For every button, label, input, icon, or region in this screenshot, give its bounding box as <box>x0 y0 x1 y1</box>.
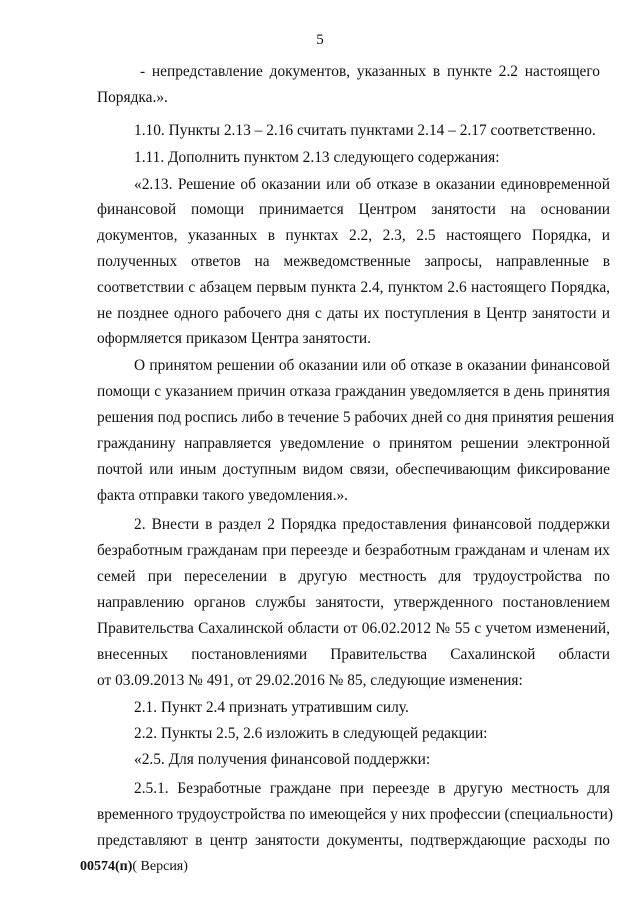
text-line: внесенных постановлениями Правительства Сахалинской области <box>97 646 610 663</box>
text-line: безработным гражданам при переезде и безработным гражданам и членам их <box>97 542 610 559</box>
page-number: 5 <box>316 32 324 48</box>
footer <box>80 859 188 875</box>
text-line: временного трудоустройства по имеющейся у них профессии (специальности) <box>97 806 613 823</box>
text-line: факта отправки такого уведомления.». <box>97 487 349 504</box>
text-line: соответствии с абзацем первым пункта 2.4, пунктом 2.6 настоящего Порядка, <box>97 279 610 296</box>
text-line: семей при переселении в другую местность для трудоустройства по <box>97 568 610 585</box>
text-line: полученных ответов на межведомственные запросы, направленные в <box>97 253 610 270</box>
document-version: ( Версия) <box>132 859 188 874</box>
text-line: от 03.09.2013 № 491, от 29.02.2016 № 85, следующие изменения: <box>97 672 523 689</box>
text-line: представляют в центр занятости документы, подтверждающие расходы по <box>97 832 610 849</box>
text-line: финансовой помощи принимается Центром занятости на основании <box>97 201 610 218</box>
document-code: 00574(п) <box>80 859 133 874</box>
text-line: 2. Внести в раздел 2 Порядка предоставления финансовой поддержки <box>134 516 610 533</box>
text-line: не позднее одного рабочего дня с даты их поступления в Центр занятости и <box>97 305 610 322</box>
text-line: гражданину направляется уведомление о принятом решении электронной <box>97 435 610 452</box>
text-line: Порядка.». <box>97 89 168 106</box>
text-line: помощи с указанием причин отказа гражданин уведомляется в день принятия <box>97 383 610 400</box>
text-line: документов, указанных в пунктах 2.2, 2.3, 2.5 настоящего Порядка, и <box>97 227 610 244</box>
text-line: - непредставление документов, указанных в пункте 2.2 настоящего <box>140 63 600 80</box>
text-line: оформляется приказом Центра занятости. <box>97 330 371 347</box>
text-line: 1.11. Дополнить пунктом 2.13 следующего содержания: <box>134 149 500 166</box>
text-line: Правительства Сахалинской области от 06.02.2012 № 55 с учетом изменений, <box>97 620 610 637</box>
text-line: 2.1. Пункт 2.4 признать утратившим силу. <box>134 699 409 716</box>
text-line: О принятом решении об оказании или об отказе в оказании финансовой <box>134 357 610 374</box>
text-line: направлению органов службы занятости, утвержденного постановлением <box>97 594 610 611</box>
text-line: 1.10. Пункты 2.13 – 2.16 считать пунктами 2.14 – 2.17 соответственно. <box>134 122 596 139</box>
text-line: 2.2. Пункты 2.5, 2.6 изложить в следующей редакции: <box>134 725 488 742</box>
text-line: почтой или иным доступным видом связи, обеспечивающим фиксирование <box>97 461 610 478</box>
text-line: решения под роспись либо в течение 5 рабочих дней со дня принятия решения <box>97 409 615 426</box>
text-line: «2.5. Для получения финансовой поддержки: <box>134 751 431 768</box>
text-line: «2.13. Решение об оказании или об отказе в оказании единовременной <box>134 176 610 193</box>
text-line: 2.5.1. Безработные граждане при переезде в другую местность для <box>134 780 610 797</box>
